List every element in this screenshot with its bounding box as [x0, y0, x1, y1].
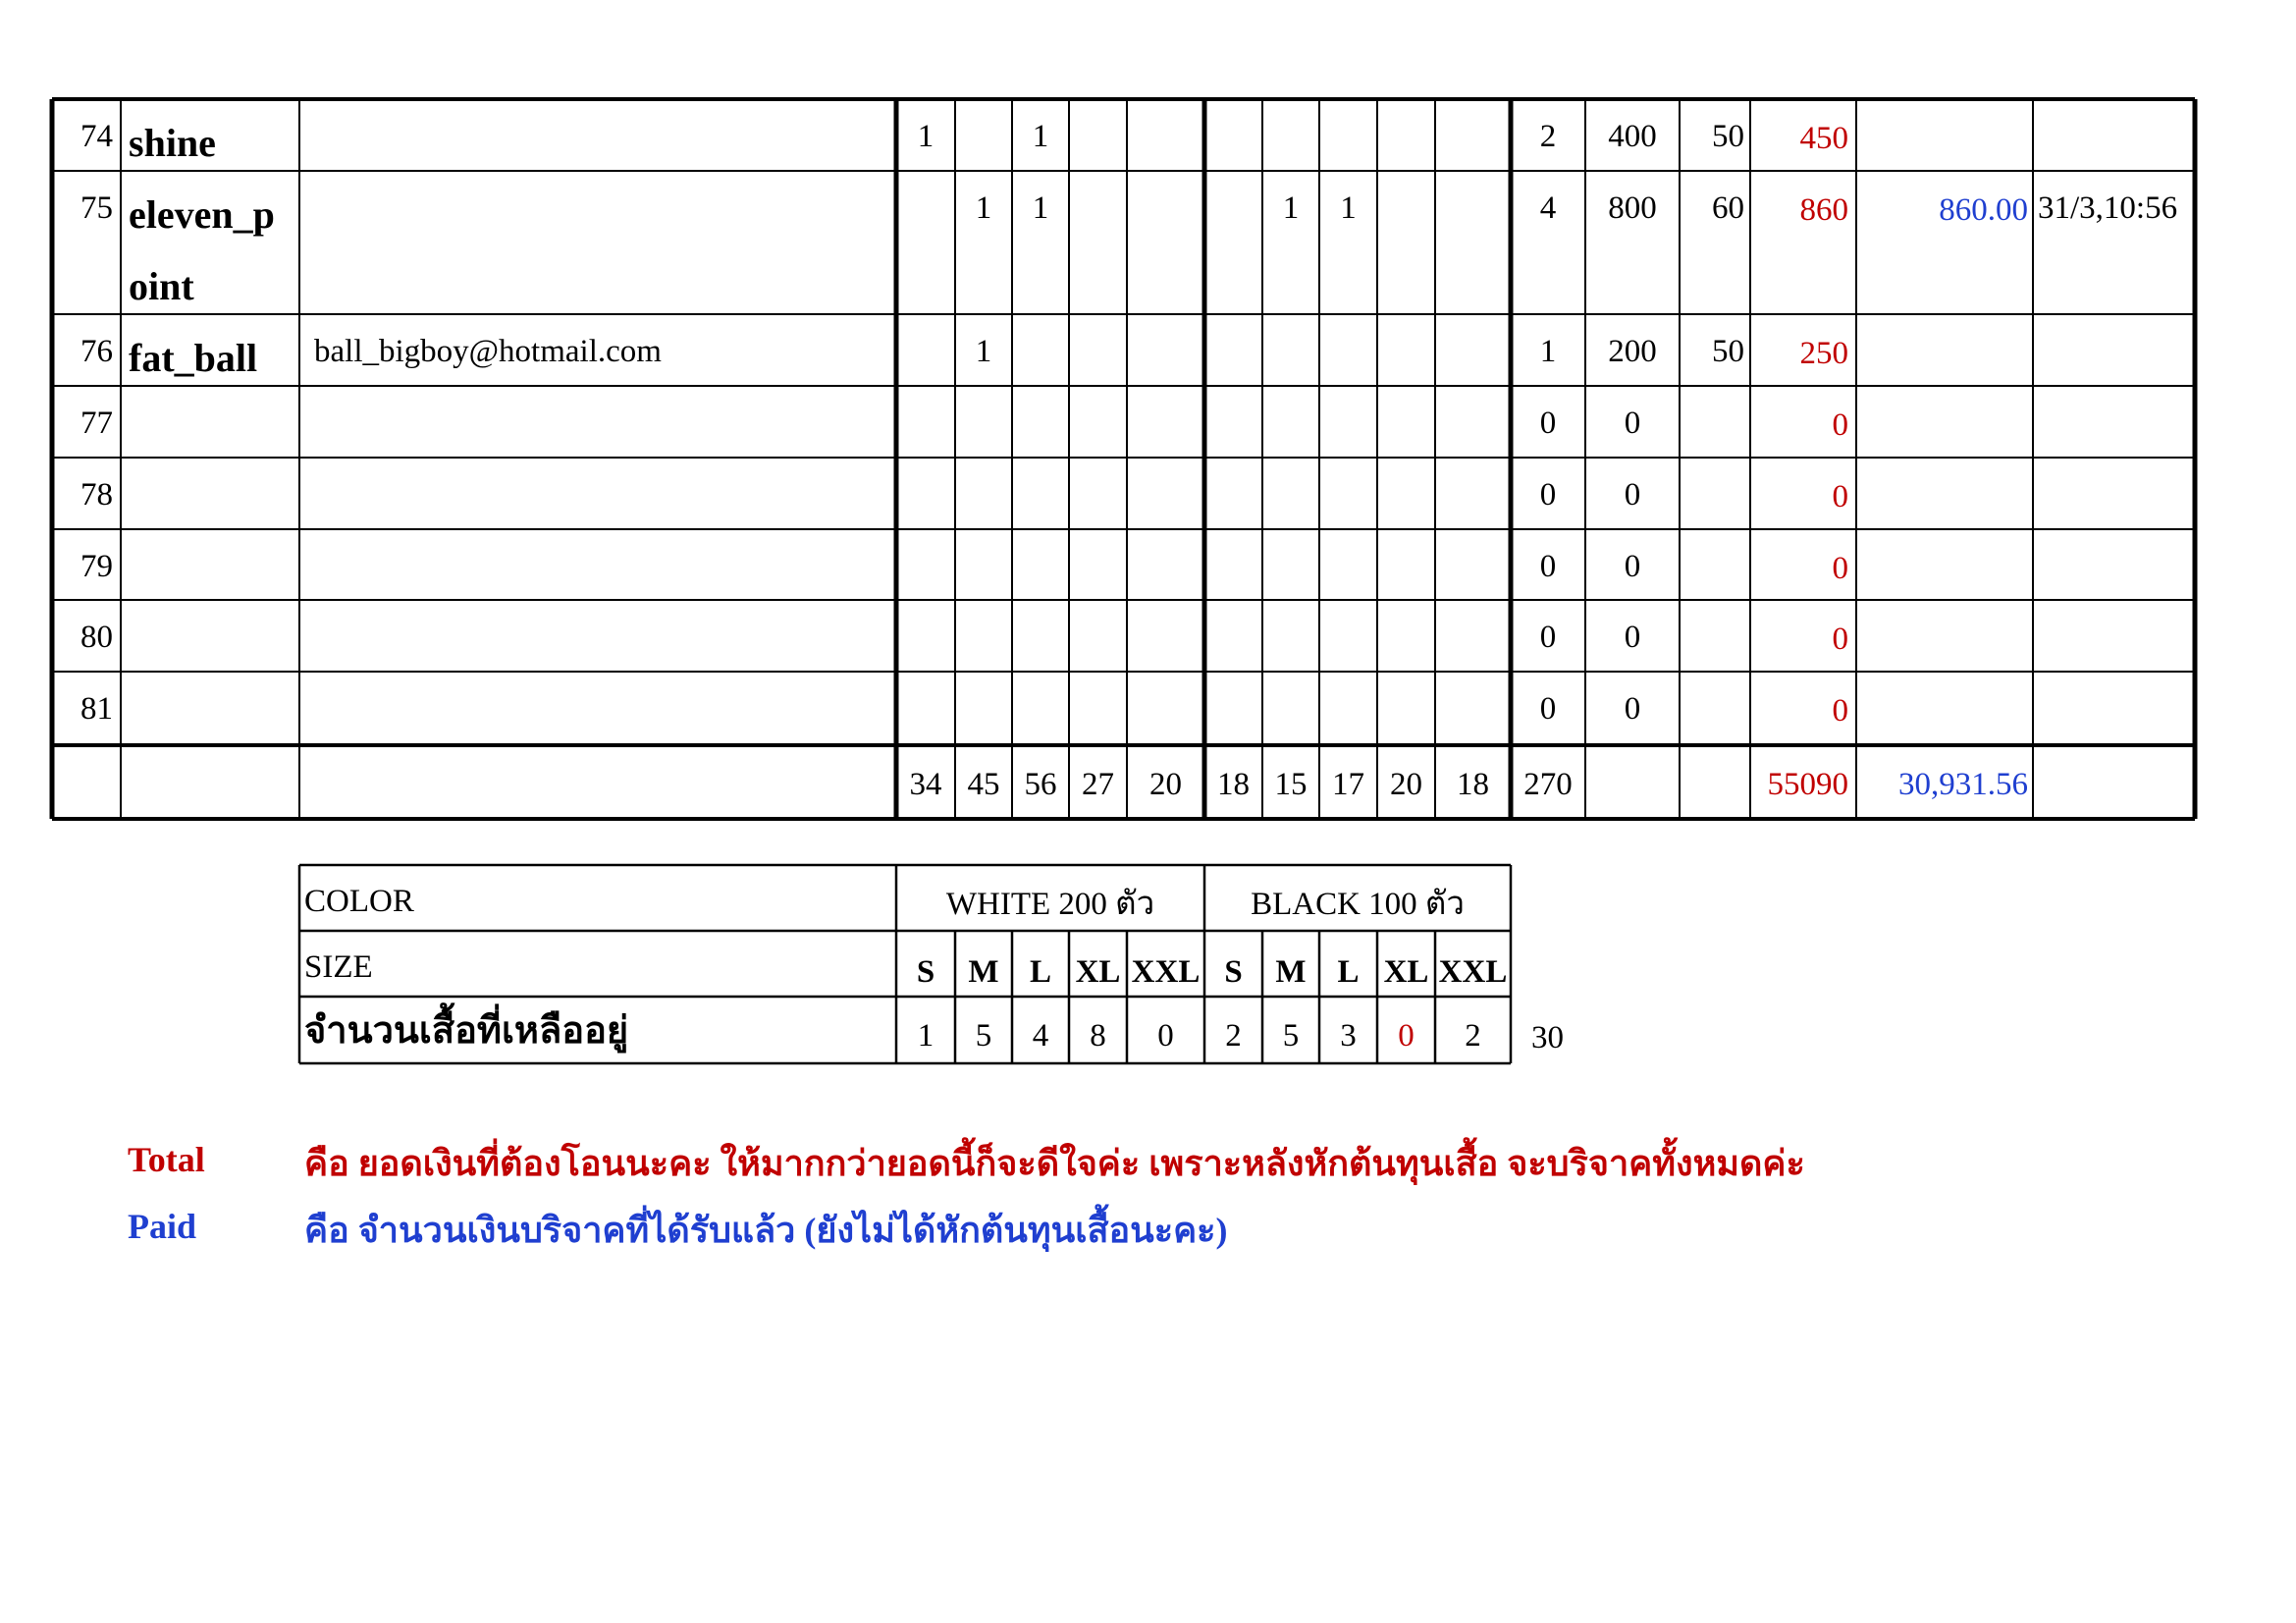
white-size-total: 45: [967, 767, 1000, 802]
black-size-header: L: [1337, 954, 1360, 990]
row-number: 79: [80, 549, 113, 584]
quantity-total: 270: [1523, 767, 1573, 802]
legend-total-term: Total: [128, 1140, 205, 1179]
quantity: 2: [1539, 119, 1557, 154]
email: ball_bigboy@hotmail.com: [314, 334, 662, 369]
paid-time: 31/3,10:56: [2038, 190, 2178, 226]
username: eleven_p: [129, 192, 275, 237]
white-size-qty: 1: [1032, 119, 1049, 154]
white-size-header: XXL: [1131, 954, 1201, 990]
quantity: 4: [1539, 190, 1557, 226]
white-remaining: 5: [975, 1018, 992, 1054]
white-remaining: 1: [917, 1018, 934, 1054]
black-remaining: 5: [1282, 1018, 1300, 1054]
grand-total: 55090: [1767, 767, 1848, 802]
quantity: 0: [1539, 620, 1557, 655]
total-amount: 0: [1832, 479, 1848, 514]
quantity: 0: [1539, 549, 1557, 584]
row-number: 80: [80, 620, 113, 655]
black-size-qty: 1: [1340, 190, 1357, 226]
shipping: 50: [1712, 119, 1744, 154]
white-size-header: M: [968, 954, 999, 990]
quantity: 0: [1539, 406, 1557, 441]
row-number: 77: [80, 406, 113, 441]
black-remaining: 3: [1340, 1018, 1357, 1054]
price: 0: [1624, 406, 1641, 441]
quantity: 1: [1539, 334, 1557, 369]
white-size-qty: 1: [1032, 190, 1049, 226]
white-size-qty: 1: [917, 119, 934, 154]
white-size-total: 34: [909, 767, 942, 802]
black-size-header: S: [1224, 954, 1243, 990]
white-size-qty: 1: [975, 190, 992, 226]
price: 800: [1608, 190, 1657, 226]
black-remaining: 0: [1398, 1018, 1415, 1054]
black-size-qty: 1: [1282, 190, 1300, 226]
white-remaining: 8: [1090, 1018, 1106, 1054]
color-label: COLOR: [304, 884, 414, 919]
remaining-total: 30: [1531, 1020, 1564, 1055]
black-size-total: 20: [1390, 767, 1422, 802]
black-stock-label: BLACK 100 ตัว: [1251, 887, 1465, 922]
black-size-total: 18: [1457, 767, 1489, 802]
legend-paid-term: Paid: [128, 1207, 197, 1246]
shipping: 60: [1712, 190, 1744, 226]
total-amount: 450: [1799, 121, 1848, 156]
black-size-total: 15: [1274, 767, 1308, 802]
price: 0: [1624, 620, 1641, 655]
white-remaining: 0: [1157, 1018, 1174, 1054]
white-size-total: 20: [1149, 767, 1182, 802]
legend-paid-description: คือ จำนวนเงินบริจาคที่ได้รับแล้ว (ยังไม่ได้หักต้นทุนเสื้อนะคะ): [304, 1211, 1228, 1250]
quantity: 0: [1539, 691, 1557, 727]
row-number: 76: [80, 334, 113, 369]
white-stock-label: WHITE 200 ตัว: [945, 887, 1155, 922]
quantity: 0: [1539, 477, 1557, 513]
price: 0: [1624, 477, 1641, 513]
white-size-total: 56: [1024, 767, 1057, 802]
paid-total: 30,931.56: [1898, 767, 2028, 802]
black-size-total: 18: [1217, 767, 1250, 802]
shipping: 50: [1712, 334, 1744, 369]
size-label: SIZE: [304, 949, 373, 985]
white-size-total: 27: [1082, 767, 1114, 802]
white-size-header: L: [1029, 954, 1051, 990]
black-size-header: XL: [1383, 954, 1429, 990]
black-remaining: 2: [1465, 1018, 1481, 1054]
row-number: 78: [80, 477, 113, 513]
white-size-qty: 1: [975, 334, 992, 369]
black-size-total: 17: [1332, 767, 1364, 802]
paid-amount: 860.00: [1939, 192, 2028, 228]
remaining-label: จำนวนเสื้อที่เหลืออยู่: [304, 1010, 629, 1052]
username: fat_ball: [129, 336, 258, 380]
total-amount: 0: [1832, 551, 1848, 586]
total-amount: 250: [1799, 336, 1848, 371]
total-amount: 0: [1832, 407, 1848, 443]
price: 400: [1608, 119, 1657, 154]
row-number: 75: [80, 190, 113, 226]
price: 0: [1624, 691, 1641, 727]
username-wrap: oint: [129, 264, 194, 308]
row-number: 74: [80, 119, 113, 154]
white-size-header: XL: [1075, 954, 1121, 990]
total-amount: 0: [1832, 693, 1848, 729]
price: 200: [1608, 334, 1657, 369]
black-size-header: M: [1275, 954, 1307, 990]
price: 0: [1624, 549, 1641, 584]
white-size-header: S: [916, 954, 935, 990]
row-number: 81: [80, 691, 113, 727]
username: shine: [129, 121, 216, 165]
total-amount: 860: [1799, 192, 1848, 228]
black-remaining: 2: [1225, 1018, 1242, 1054]
black-size-header: XXL: [1438, 954, 1508, 990]
white-remaining: 4: [1032, 1018, 1049, 1054]
total-amount: 0: [1832, 622, 1848, 657]
legend-total-description: คือ ยอดเงินที่ต้องโอนนะคะ ให้มากกว่ายอดนี้ก็จะดีใจค่ะ เพราะหลังหักต้นทุนเสื้อ จะบริจาคทั้งหมดค่ะ: [304, 1144, 1805, 1183]
